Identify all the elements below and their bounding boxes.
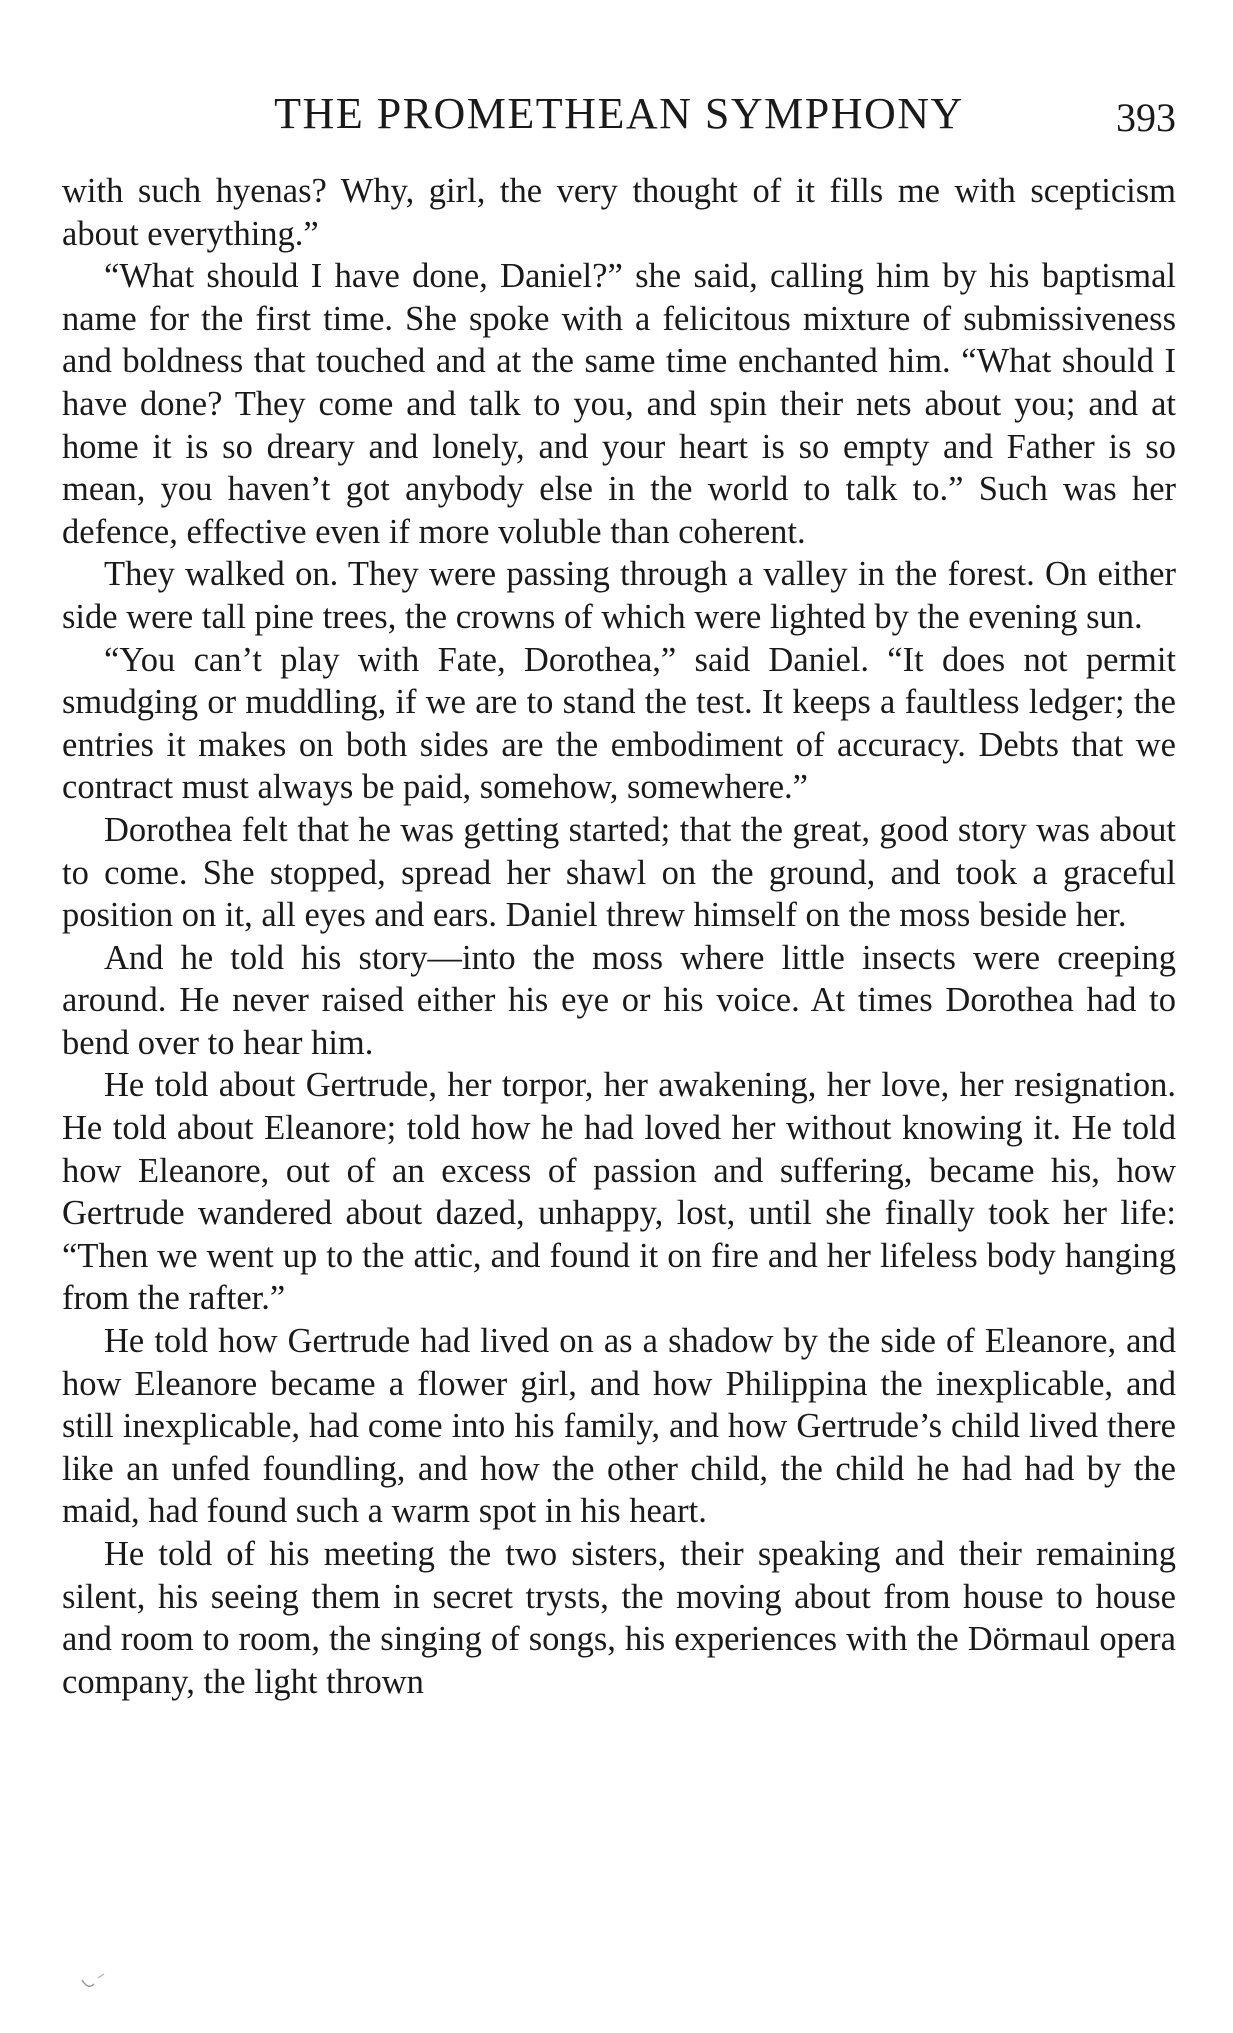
paragraph: “What should I have done, Daniel?” she said, calling him by his baptismal name for the first time. She spoke with a felicitous mixture of submissiveness and boldness that touched and at the same time enchanted him. “What should I have done? They come and talk to you, and spin their nets about you; and at home it is so dreary and lonely, and your heart is so empty and Father is so mean, you haven’t got anybody else in the world to talk to.” Such was her defence, effective even if more voluble than coherent. xyxy=(62,257,1176,551)
paragraph: And he told his story—into the moss where little insects were creeping around. He never raised either his eye or his voice. At times Dorothea had to bend over to hear him. xyxy=(62,938,1176,1062)
running-title: THE PROMETHEAN SYMPHONY xyxy=(274,89,964,138)
paragraph: He told about Gertrude, her torpor, her awakening, her love, her resignation. He told about Eleanore; told how he had loved her without knowing it. He told how Eleanore, out of an excess of passion and suffering, became his, how Gertrude wandered about dazed, unhappy, lost, until she finally took her life: “Then we went up to the attic, and found it on fire and her lifeless body hanging from the rafter.” xyxy=(62,1066,1176,1318)
running-head xyxy=(62,84,1176,144)
paragraph: He told how Gertrude had lived on as a shadow by the side of Eleanore, and how Eleanore became a flower girl, and how Philippina the inexplicable, and still inexplicable, had come into his family, and how Gertrude’s child lived there like an unfed foundling, and how the other child, the child he had had by the maid, had found such a warm spot in his heart. xyxy=(62,1322,1176,1531)
print-mark-icon xyxy=(78,1970,118,1994)
page-number: 393 xyxy=(1116,95,1176,140)
paragraph: Dorothea felt that he was getting started; that the great, good story was about to come. She stopped, spread her shawl on the ground, and took a graceful position on it, all eyes and ears. Daniel threw himself on the moss beside her. xyxy=(62,810,1176,935)
paragraph: “You can’t play with Fate, Dorothea,” said Daniel. “It does not permit smudging or muddling, if we are to stand the test. It keeps a faultless ledger; the entries it makes on both sides are the embodiment of accuracy. Debts that we contract must always be paid, somehow, somewhere.” xyxy=(62,640,1176,807)
paragraph: He told of his meeting the two sisters, their speaking and their remaining silent, his seeing them in secret trysts, the moving about from house to house and room to room, the singing of songs, his experiences with the Dörmaul opera company, the light thrown xyxy=(62,1535,1176,1701)
paragraph: They walked on. They were passing through a valley in the forest. On either side were tall pine trees, the crowns of which were lighted by the evening sun. xyxy=(62,555,1176,636)
body-text xyxy=(62,170,1176,1703)
paragraph: with such hyenas? Why, girl, the very thought of it fills me with scepticism about everything.” xyxy=(62,172,1176,253)
